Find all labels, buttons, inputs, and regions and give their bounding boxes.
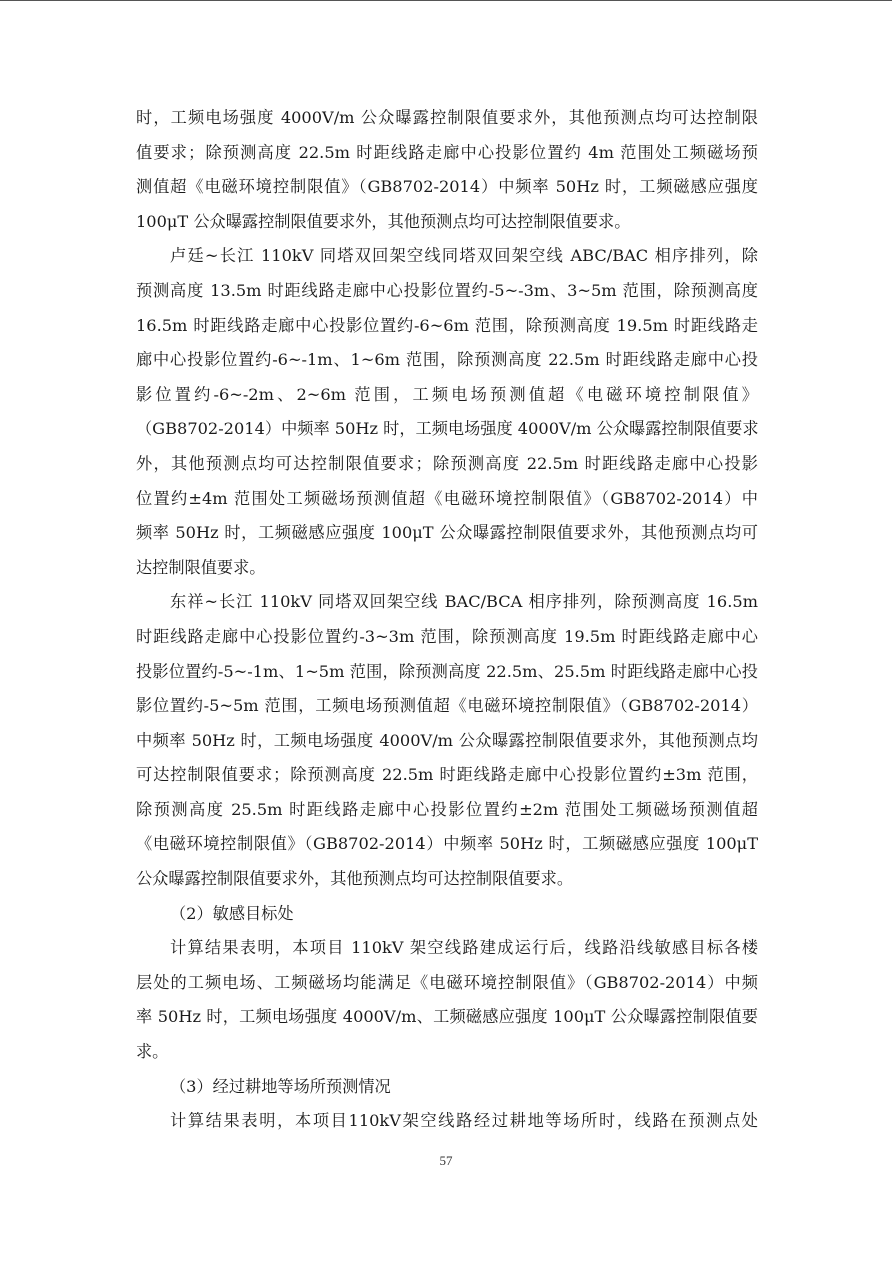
text-line: 中频率 50Hz 时，工频电场强度 4000V/m 公众曝露控制限值要求外，其他预测点均	[136, 730, 758, 750]
text-line: 预测高度 13.5m 时距线路走廊中心投影位置约-5~-3m、3~5m 范围，除预测高度	[136, 280, 758, 300]
section-heading-sensitive-targets: （2）敏感目标处	[170, 903, 294, 923]
text-line: 达控制限值要求。	[136, 557, 266, 577]
text-line: 频率 50Hz 时，工频磁感应强度 100μT 公众曝露控制限值要求外，其他预测点均可	[136, 523, 758, 543]
paragraph-sensitive-targets	[136, 931, 758, 1069]
text-line: 时，工频电场强度 4000V/m 公众曝露控制限值要求外，其他预测点均可达控制限	[136, 108, 758, 127]
text-line: 计算结果表明，本项目110kV架空线路经过耕地等场所时，线路在预测点处	[170, 1111, 758, 1131]
text-line: 除预测高度 25.5m 时距线路走廊中心投影位置约±2m 范围处工频磁场预测值超	[136, 799, 758, 819]
text-line: 卢廷~长江 110kV 同塔双回架空线同塔双回架空线 ABC/BAC 相序排列，除	[170, 246, 758, 266]
text-line: 测值超《电磁环境控制限值》（GB8702-2014）中频率 50Hz 时，工频磁感应强度	[136, 177, 758, 197]
text-line: 《电磁环境控制限值》（GB8702-2014）中频率 50Hz 时，工频磁感应强度 100μT	[136, 834, 758, 854]
paragraph-dongxiang-changjiang	[136, 585, 758, 896]
text-line: 16.5m 时距线路走廊中心投影位置约-6~6m 范围，除预测高度 19.5m 时距线路走	[136, 315, 758, 335]
text-line: 外，其他预测点均可达控制限值要求；除预测高度 22.5m 时距线路走廊中心投影	[136, 453, 758, 473]
document-page	[136, 101, 758, 1139]
page-number: 57	[439, 1153, 453, 1168]
text-line: 廊中心投影位置约-6~-1m、1~6m 范围，除预测高度 22.5m 时距线路走廊中心投	[136, 350, 758, 370]
text-line: 100μT 公众曝露控制限值要求外，其他预测点均可达控制限值要求。	[136, 211, 631, 231]
text-line: 位置约±4m 范围处工频磁场预测值超《电磁环境控制限值》（GB8702-2014）中	[136, 488, 758, 508]
paragraph-luting-changjiang	[136, 239, 758, 585]
text-line: 层处的工频电场、工频磁场均能满足《电磁环境控制限值》（GB8702-2014）中频	[136, 972, 758, 992]
text-line: 求。	[136, 1042, 169, 1062]
section-heading-farmland: （3）经过耕地等场所预测情况	[170, 1076, 391, 1096]
text-line: 投影位置约-5~-1m、1~5m 范围，除预测高度 22.5m、25.5m 时距线路走廊中心投	[136, 661, 758, 681]
text-line: 计算结果表明，本项目 110kV 架空线路建成运行后，线路沿线敏感目标各楼	[170, 938, 758, 958]
text-line: 率 50Hz 时，工频电场强度 4000V/m、工频磁感应强度 100μT 公众曝露控制限值要	[136, 1007, 758, 1027]
text-line: 公众曝露控制限值要求外，其他预测点均可达控制限值要求。	[136, 869, 574, 889]
text-line: 东祥~长江 110kV 同塔双回架空线 BAC/BCA 相序排列，除预测高度 16.5m	[170, 592, 758, 612]
text-line: 影位置约-5~5m 范围，工频电场预测值超《电磁环境控制限值》（GB8702-2014）	[136, 696, 758, 716]
text-line: 影位置约-6~-2m、2~6m 范围，工频电场预测值超《电磁环境控制限值》	[136, 384, 758, 404]
text-line: 可达控制限值要求；除预测高度 22.5m 时距线路走廊中心投影位置约±3m 范围，	[136, 765, 758, 785]
paragraph-farmland	[136, 1104, 758, 1139]
text-line: 时距线路走廊中心投影位置约-3~3m 范围，除预测高度 19.5m 时距线路走廊中心	[136, 626, 758, 646]
paragraph-continuation	[136, 101, 758, 239]
text-line: （GB8702-2014）中频率 50Hz 时，工频电场强度 4000V/m 公众曝露控制限值要求	[136, 419, 759, 439]
page-top-border	[0, 0, 892, 1]
text-line: 值要求；除预测高度 22.5m 时距线路走廊中心投影位置约 4m 范围处工频磁场预	[136, 142, 758, 162]
